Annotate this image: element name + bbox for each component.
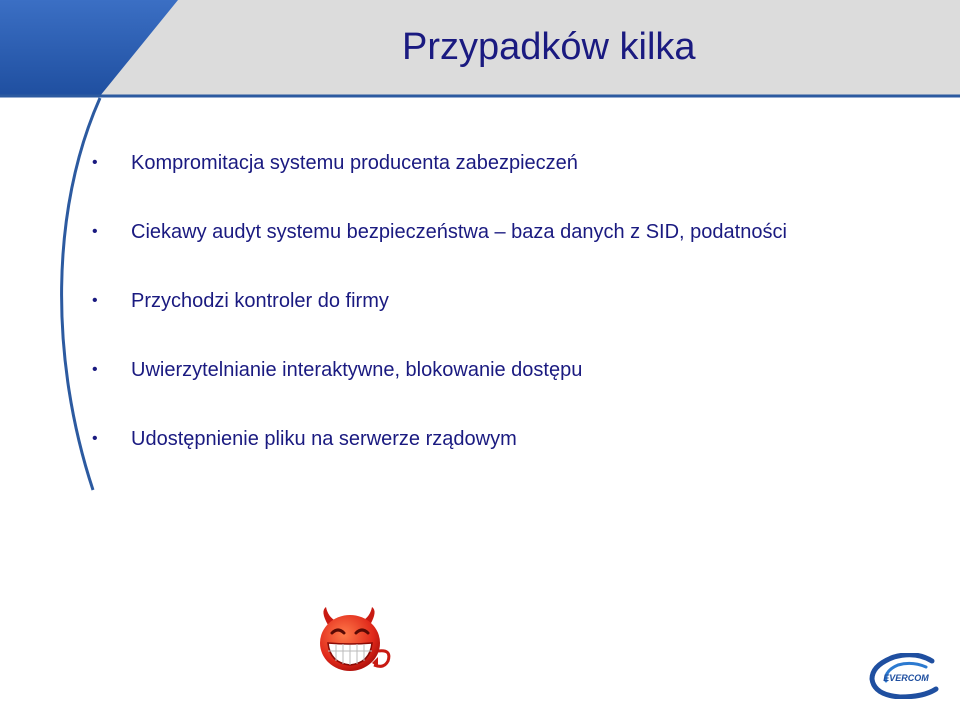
bullet-text: Udostępnienie pliku na serwerze rządowym: [131, 428, 517, 450]
evercom-logo: [866, 653, 942, 699]
bullet-text: Ciekawy audyt systemu bezpieczeństwa – baza danych z SID, podatności: [131, 221, 787, 243]
logo-text: EVERCOM: [883, 673, 929, 683]
bullet-text: Przychodzi kontroler do firmy: [131, 290, 389, 312]
bullet-marker: •: [92, 361, 98, 378]
bullet-marker: •: [92, 292, 98, 309]
bullet-marker: •: [92, 154, 98, 171]
bullet-text: Uwierzytelnianie interaktywne, blokowanie dostępu: [131, 359, 583, 381]
bullet-marker: •: [92, 430, 98, 447]
slide-title: Przypadków kilka: [402, 26, 696, 68]
bullet-marker: •: [92, 223, 98, 240]
grinning-devil-icon: [312, 605, 394, 673]
bullet-text: Kompromitacja systemu producenta zabezpieczeń: [131, 152, 578, 174]
